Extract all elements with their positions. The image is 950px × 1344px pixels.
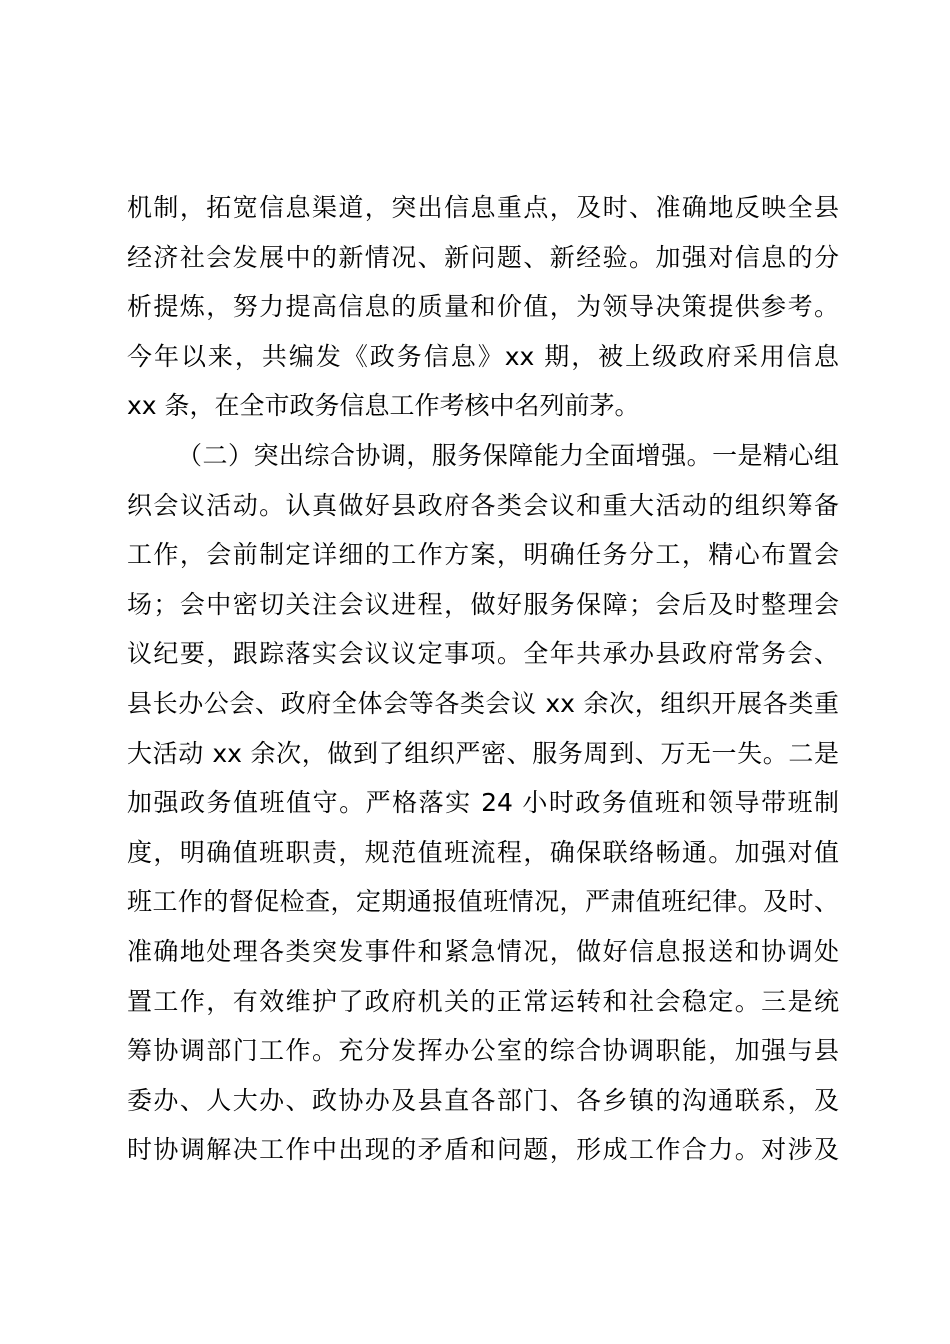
body-text	[127, 183, 839, 1175]
text-line: 度，明确值班职责，规范值班流程，确保联络畅通。加强对值	[127, 837, 839, 867]
text-line: 委办、人大办、政协办及县直各部门、各乡镇的沟通联系，及	[127, 1085, 839, 1115]
text-line: 加强政务值班值守。严格落实 24 小时政务值班和领导带班制	[127, 788, 839, 818]
text-line: 筹协调部门工作。充分发挥办公室的综合协调职能，加强与县	[127, 1036, 839, 1066]
text-line: 时协调解决工作中出现的矛盾和问题，形成工作合力。对涉及	[127, 1135, 839, 1165]
text-line: 大活动 xx 余次，做到了组织严密、服务周到、万无一失。二是	[127, 738, 839, 768]
text-line: 准确地处理各类突发事件和紧急情况，做好信息报送和协调处	[127, 936, 839, 966]
text-line: 织会议活动。认真做好县政府各类会议和重大活动的组织筹备	[127, 490, 839, 520]
text-line: 机制，拓宽信息渠道，突出信息重点，及时、准确地反映全县	[127, 193, 839, 222]
text-line: 场；会中密切关注会议进程，做好服务保障；会后及时整理会	[127, 589, 839, 619]
text-line: 议纪要，跟踪落实会议议定事项。全年共承办县政府常务会、	[127, 639, 839, 669]
text-line: xx 条，在全市政务信息工作考核中名列前茅。	[127, 391, 640, 421]
text-line: 工作，会前制定详细的工作方案，明确任务分工，精心布置会	[127, 540, 839, 570]
text-line: 置工作，有效维护了政府机关的正常运转和社会稳定。三是统	[127, 986, 839, 1016]
text-line-paragraph-start: （二）突出综合协调，服务保障能力全面增强。一是精心组	[177, 440, 839, 470]
text-line: 今年以来，共编发《政务信息》xx 期，被上级政府采用信息	[127, 341, 839, 371]
text-line: 经济社会发展中的新情况、新问题、新经验。加强对信息的分	[127, 242, 839, 272]
text-line: 班工作的督促检查，定期通报值班情况，严肃值班纪律。及时、	[127, 887, 839, 917]
text-line: 县长办公会、政府全体会等各类会议 xx 余次，组织开展各类重	[127, 688, 839, 718]
text-line: 析提炼，努力提高信息的质量和价值，为领导决策提供参考。	[127, 292, 839, 322]
